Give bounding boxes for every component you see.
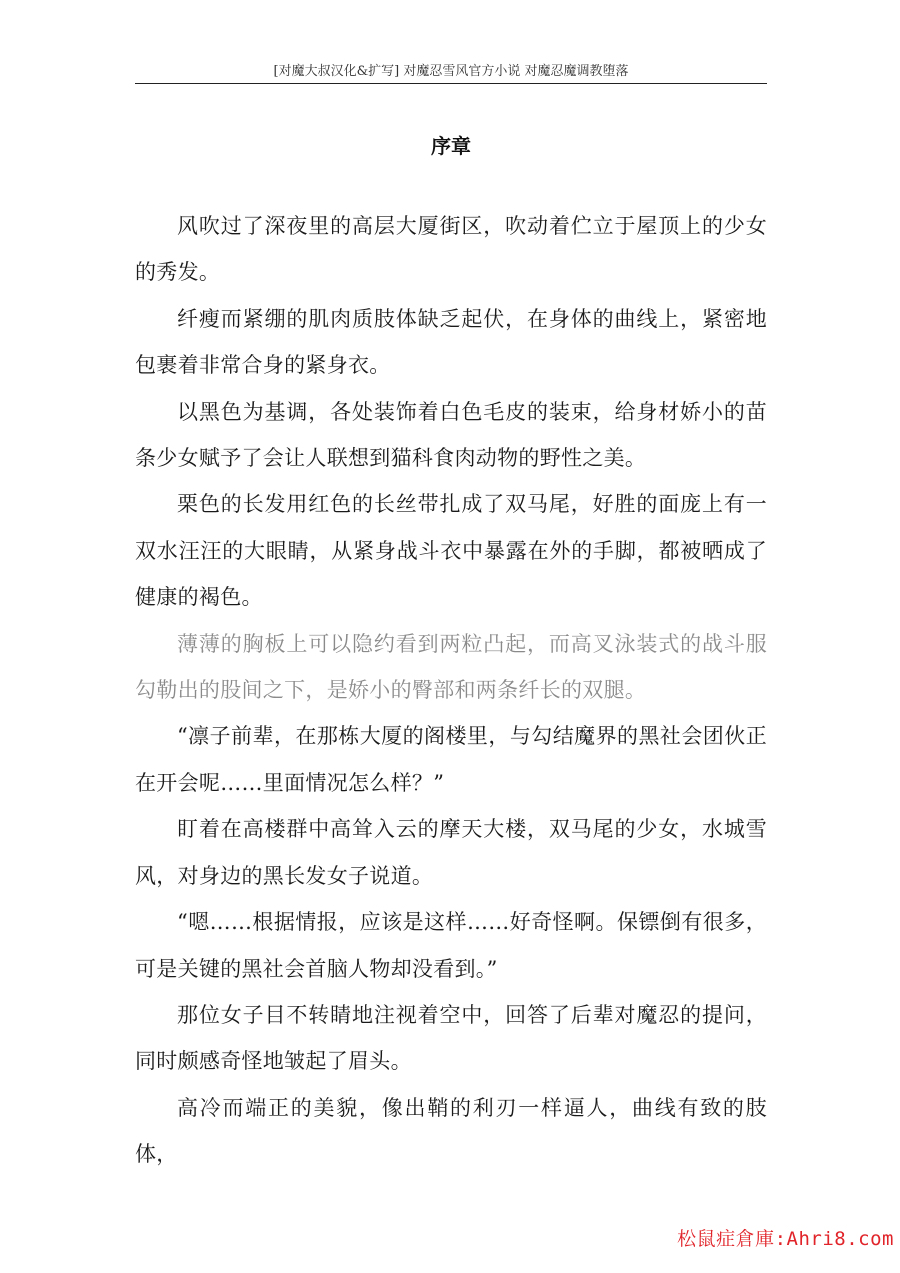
paragraph: 风吹过了深夜里的高层大厦街区，吹动着伫立于屋顶上的少女的秀发。 — [135, 214, 767, 285]
paragraph: 以黑色为基调，各处装饰着白色毛皮的装束，给身材娇小的苗条少女赋予了会让人联想到猫科食肉动物的野性之美。 — [135, 399, 767, 471]
paragraph: “凛子前辈，在那栋大厦的阁楼里，与勾结魔界的黑社会团伙正在开会呢……里面情况怎么样？” — [135, 724, 767, 795]
watermark: 松鼠症倉庫:Ahri8.com — [677, 1228, 894, 1250]
paragraph: 盯着在高楼群中高耸入云的摩天大楼，双马尾的少女，水城雪风，对身边的黑长发女子说道。 — [135, 817, 767, 888]
chapter-title: 序章 — [431, 134, 471, 159]
paragraph: “嗯……根据情报，应该是这样……好奇怪啊。保镖倒有很多，可是关键的黑社会首脑人物却没看到。” — [135, 910, 767, 981]
paragraph: 栗色的长发用红色的长丝带扎成了双马尾，好胜的面庞上有一双水汪汪的大眼睛，从紧身战斗衣中暴露在外的手脚，都被晒成了健康的褐色。 — [135, 492, 767, 610]
paragraph: 薄薄的胸板上可以隐约看到两粒凸起，而高叉泳装式的战斗服勾勒出的股间之下，是娇小的臀部和两条纤长的双腿。 — [135, 631, 767, 703]
running-header: [对魔大叔汉化&扩写] 对魔忍雪风官方小说 对魔忍魔调教堕落 — [273, 64, 629, 79]
paragraph: 纤瘦而紧绷的肌肉质肢体缺乏起伏，在身体的曲线上，紧密地包裹着非常合身的紧身衣。 — [135, 306, 767, 378]
paragraph: 高冷而端正的美貌，像出鞘的利刃一样逼人，曲线有致的肢体， — [135, 1095, 767, 1167]
paragraph: 那位女子目不转睛地注视着空中，回答了后辈对魔忍的提问，同时颇感奇怪地皱起了眉头。 — [135, 1002, 767, 1074]
header-divider — [135, 83, 767, 84]
body-text — [135, 203, 767, 1178]
